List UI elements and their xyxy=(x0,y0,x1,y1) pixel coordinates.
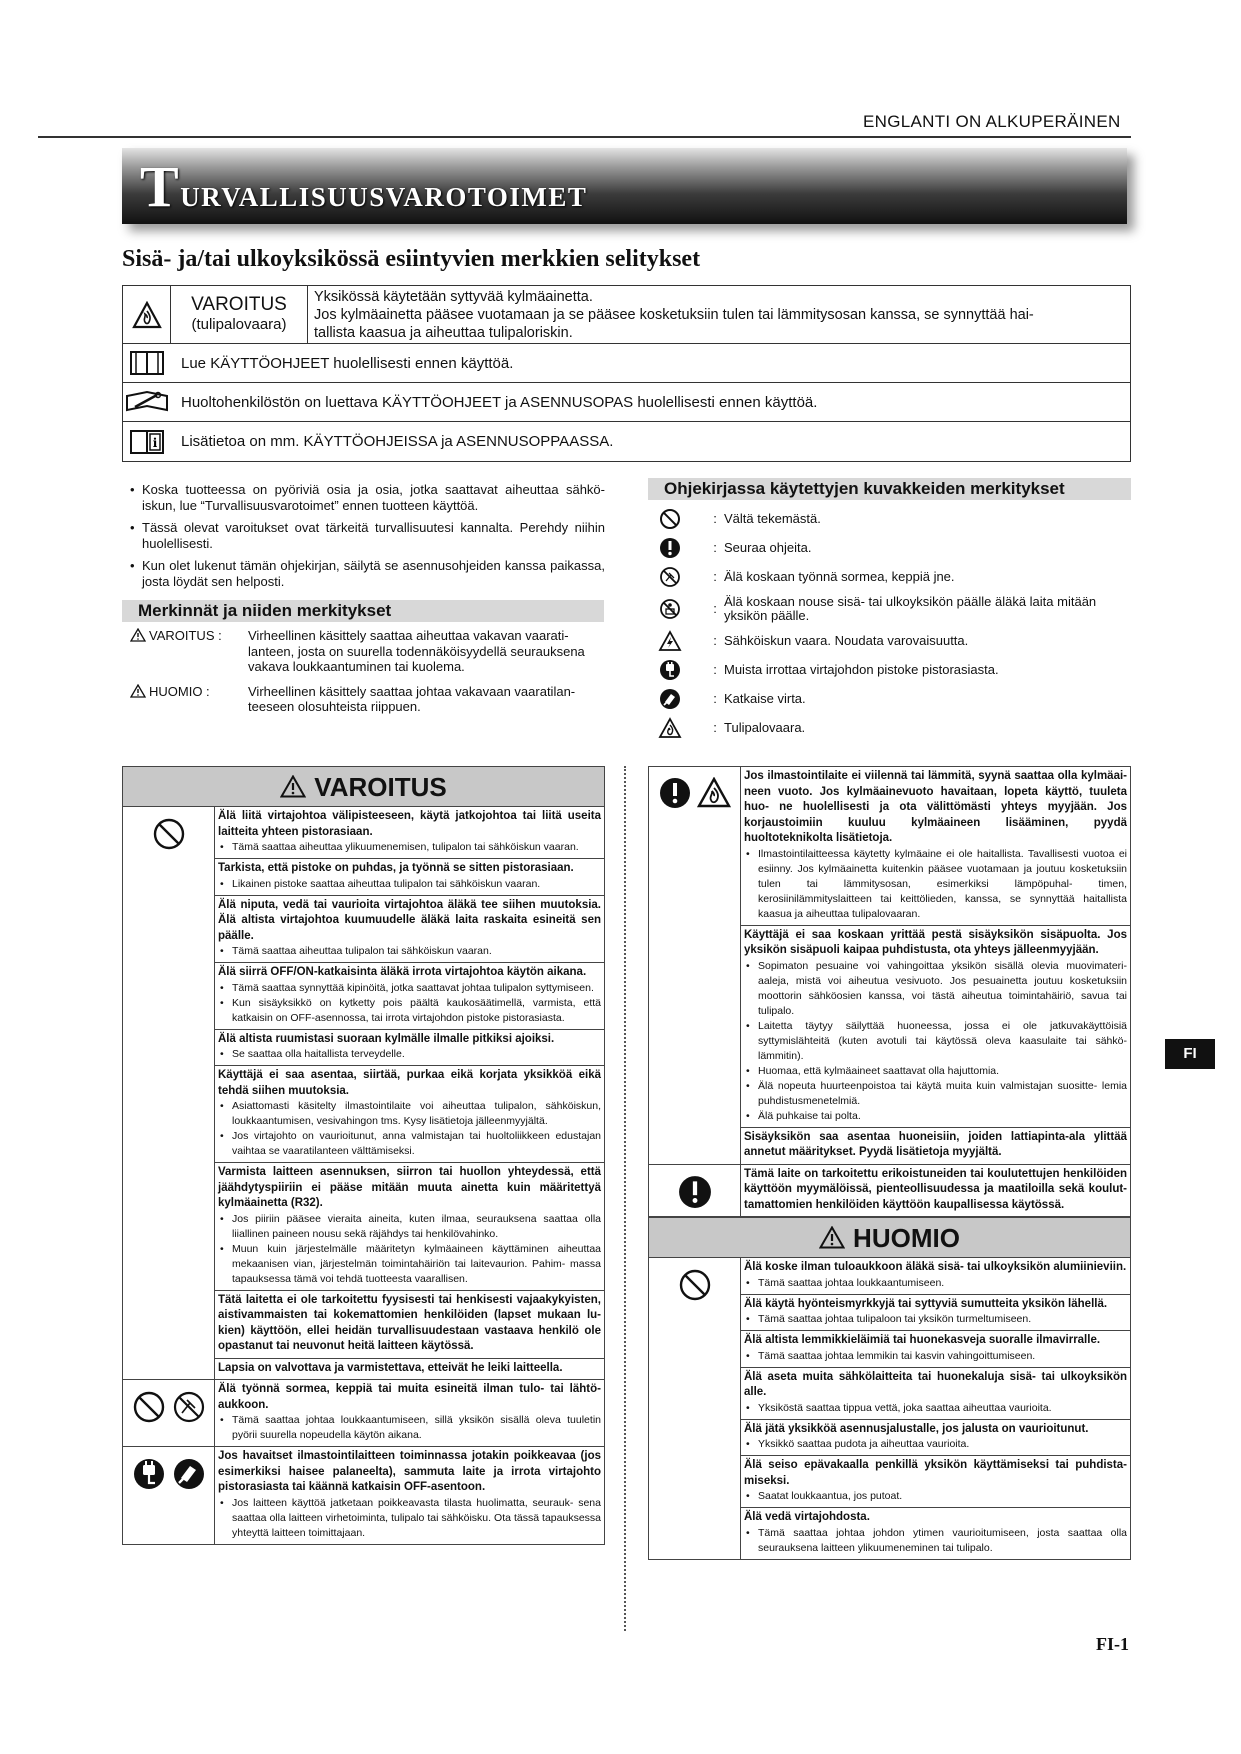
safety-item xyxy=(215,1163,604,1291)
marks-table xyxy=(122,285,1131,462)
safety-item-bullets xyxy=(744,1489,1127,1504)
mandatory-icon xyxy=(656,537,684,559)
safety-item xyxy=(215,1380,604,1446)
icon-meaning-row: : Vältä tekemästä. xyxy=(656,508,1136,530)
no-step-icon xyxy=(656,598,684,620)
warning-group xyxy=(123,807,604,1380)
icon-meaning-row: : Seuraa ohjeita. xyxy=(656,537,1136,559)
safety-item-heading: Älä jätä yksikköä asennusjalustalle, jos jalusta on vaurioitunut. xyxy=(744,1422,1089,1435)
no-finger-icon xyxy=(172,1390,206,1424)
warning-box xyxy=(122,766,605,1545)
safety-item-bullets xyxy=(218,1496,601,1541)
title-rest: URVALLISUUSVAROTOIMET xyxy=(180,182,588,212)
safety-item-bullet: • Sopimaton pesuaine voi vahingoittaa yksikön sisällä olevia muovimateri- aaleja, mistä voi aiheutua vesivuoto. Jos pesuainetta joutuu kosketuksiin moottorin sähköosien kanssa, voi tästä aiheutua toimintahäiriö, savua tai tulipalo. xyxy=(744,959,1127,1019)
safety-item xyxy=(215,1066,604,1163)
warning-group-items xyxy=(215,1380,604,1446)
warning-description xyxy=(308,288,1044,342)
safety-item-bullet: • Yksiköstä saattaa tippua vettä, joka saattaa aiheuttaa vaurioita. xyxy=(744,1401,1127,1416)
icon-meaning-text: Seuraa ohjeita. xyxy=(724,540,812,555)
safety-item-bullets xyxy=(744,1526,1127,1556)
prohibited-icon xyxy=(152,817,186,851)
safety-item-bullet: • Tämä saattaa johtaa loukkaantumiseen, sillä yksikön sisällä oleva tuuletin pyörii suurella nopeudella käytön aikana. xyxy=(218,1413,601,1443)
icon-meaning-text: Vältä tekemästä. xyxy=(724,511,821,526)
no-finger-icon xyxy=(656,566,684,588)
fire-warning-icon xyxy=(123,286,171,343)
safety-item-bullet: • Yksikkö saattaa pudota ja aiheuttaa vaurioita. xyxy=(744,1437,1127,1452)
safety-item-heading: Älä seiso epävakaalla penkillä yksikön käyttämiseksi tai puhdista- miseksi. xyxy=(744,1459,1127,1487)
safety-item-heading: Älä siirrä OFF/ON-katkaisinta äläkä irrota virtajohtoa käytön aikana. xyxy=(218,966,587,978)
icon-meaning-row: : Älä koskaan nouse sisä- tai ulkoyksikön päälle äläkä laita mitään yksikön päälle. xyxy=(656,595,1136,623)
safety-item-bullet: • Saatat loukkaantua, jos putoat. xyxy=(744,1489,1127,1504)
warning-line: Jos kylmäainetta pääsee vuotamaan ja se pääsee kosketuksiin tulen tai lämmitysosan kanssa, se synnyttää hai- xyxy=(314,306,1034,323)
safety-item-bullets xyxy=(744,1437,1127,1452)
warning-triangle-icon xyxy=(280,775,306,798)
safety-item xyxy=(741,1368,1130,1420)
icon-meaning-text: Älä koskaan nouse sisä- tai ulkoyksikön päälle äläkä laita mitään yksikön päälle. xyxy=(724,594,1097,623)
safety-item xyxy=(741,1258,1130,1295)
header-divider xyxy=(38,136,1131,138)
warning-group-items xyxy=(741,767,1130,1164)
warning-group xyxy=(123,1447,604,1544)
title-initial: T xyxy=(140,154,181,219)
safety-item-heading: Älä työnnä sormea, keppiä tai muita esineitä ilman tulo- tai lähtö- aukkoon. xyxy=(218,1383,601,1411)
warning-label-cell xyxy=(171,286,308,343)
marks-row-text: Huoltohenkilöstön on luettava KÄYTTÖOHJEET ja ASENNUSOPAS huolellisesti ennen käyttöä. xyxy=(181,393,818,411)
meaning-key: HUOMIO : xyxy=(149,683,210,699)
safety-item-heading: Älä niputa, vedä tai vaurioita virtajohtoa äläkä tee siihen muutoksia. Älä altista virtajohtoa kuumuudelle äläkä laita raskaita esineitä sen päälle. xyxy=(218,898,601,942)
icon-meaning-row: : Katkaise virta. xyxy=(656,688,1136,710)
safety-item-bullet: • Älä puhkaise tai polta. xyxy=(744,1109,1127,1124)
safety-item-bullets xyxy=(744,1276,1127,1291)
warning-triangle-icon xyxy=(130,628,146,642)
warning-group-items xyxy=(215,807,604,1379)
caution-group xyxy=(649,1258,1130,1559)
page-title xyxy=(140,154,588,219)
safety-item-heading: Lapsia on valvottava ja varmistettava, etteivät he leiki laitteella. xyxy=(218,1361,563,1374)
warning-sublabel: (tulipalovaara) xyxy=(191,316,287,333)
safety-item-heading: Käyttäjä ei saa asentaa, siirtää, purkaa eikä korjata yksikköä eikä tehdä siihen muutoksia. xyxy=(218,1069,601,1097)
safety-item xyxy=(741,767,1130,926)
power-off-icon xyxy=(656,688,684,710)
safety-item-heading: Älä altista ruumistasi suoraan kylmälle ilmalle pitkiksi ajoiksi. xyxy=(218,1032,555,1045)
prohibited-icon xyxy=(132,1390,166,1424)
safety-item-bullet: • Tämä saattaa johtaa loukkaantumiseen. xyxy=(744,1276,1127,1291)
safety-item-bullet: • Likainen pistoke saattaa aiheuttaa tulipalon tai sähköiskun vaaran. xyxy=(218,877,601,892)
safety-item-bullets xyxy=(218,981,601,1026)
safety-item-heading: Jos ilmastointilaite ei viilennä tai lämmitä, syynä saattaa olla kylmäai- neen vuoto. Jos kylmäainevuoto havaitaan, lopeta käyttö, tuuleta huo- ne huolellisesti ja ota välittömästi yhteys myyjään. Jos korjaustoimiin kuuluu kylmäaineen lisääminen, pyydä huoltoteknikolta lisätietoja. xyxy=(744,770,1127,844)
warning-group-items xyxy=(741,1165,1130,1217)
safety-item-bullet: • Ilmastointilaitteessa käytetty kylmäaine ei ole haitallista. Tavallisesti vuotoa ei esiinny. Jos kylmäainetta kuitenkin pääsee vuotamaan ja joutuu kosketuksiin tulen tai lämmitysosan, esimerkiksi lämpöpuhal- timen, kerosiinilämmityslaitteen tai keittölieden, kanssa, se synnyttää haitallista kaasua ja aiheuttaa tulipalovaaran. xyxy=(744,847,1127,922)
safety-item-bullet: • Jos laitteen käyttöä jatketaan poikkeavasta tilasta huolimatta, seurauk- sena saattaa olla laitteen virhetoiminta, tulipalo tai sähköisku. Ota tässä tapauksessa yhteyttä laitteen toimittajaan. xyxy=(218,1496,601,1541)
electric-shock-icon xyxy=(656,630,684,652)
safety-item-heading: Tarkista, että pistoke on puhdas, ja työnnä se sitten pistorasiaan. xyxy=(218,862,574,874)
prohibited-icon xyxy=(678,1268,712,1302)
warning-group xyxy=(649,1165,1130,1218)
fire-hazard-icon xyxy=(656,717,684,739)
icon-meaning-row: : Sähköiskun vaara. Noudata varovaisuutta. xyxy=(656,630,1136,652)
marks-row-read-manual xyxy=(123,344,1130,383)
icon-meaning-text: Sähköiskun vaara. Noudata varovaisuutta. xyxy=(724,633,969,648)
safety-item-bullets xyxy=(218,877,601,892)
safety-item xyxy=(741,1128,1130,1164)
caution-triangle-icon xyxy=(130,684,146,698)
safety-item-bullets xyxy=(744,1349,1127,1364)
warning-group xyxy=(123,1380,604,1447)
marks-section-title: Sisä- ja/tai ulkoyksikössä esiintyvien merkkien selitykset xyxy=(122,246,701,272)
icon-meaning-row: : Muista irrottaa virtajohdon pistoke pistorasiasta. xyxy=(656,659,1136,681)
safety-item-bullets xyxy=(218,840,601,855)
safety-item-bullets xyxy=(218,1413,601,1443)
fire-hazard-icon xyxy=(697,777,731,809)
safety-item xyxy=(741,1165,1130,1217)
manual-wrench-icon xyxy=(123,390,171,414)
icon-meanings-list xyxy=(656,508,1136,746)
warning-line: Yksikössä käytetään syttyvää kylmäainetta. xyxy=(314,288,593,305)
safety-item-heading: Älä aseta muita sähkölaitteita tai huonekaluja sisä- tai ulkoyksikön alle. xyxy=(744,1370,1127,1398)
marks-row-text: Lue KÄYTTÖOHJEET huolellisesti ennen käyttöä. xyxy=(181,354,514,372)
warning-group-items xyxy=(215,1447,604,1544)
safety-item-bullet: • Huomaa, että kylmäaineet saattavat olla hajuttomia. xyxy=(744,1064,1127,1079)
caution-box-header xyxy=(649,1218,1130,1258)
safety-item-bullets xyxy=(218,944,601,959)
safety-item-bullet: • Jos virtajohto on vaurioitunut, anna valmistajan tai huoltoliikkeen edustajan vaihtaa se vaaratilanteen välttämiseksi. xyxy=(218,1129,601,1159)
power-off-icon xyxy=(172,1457,206,1491)
safety-item-heading: Älä käytä hyönteismyrkkyjä tai syttyviä sumutteita yksikön lähellä. xyxy=(744,1297,1108,1310)
open-book-icon xyxy=(123,349,171,377)
safety-item-bullet: • Se saattaa olla haitallista terveydelle. xyxy=(218,1047,601,1062)
safety-item-bullets xyxy=(744,847,1127,922)
icon-meaning-text: Tulipalovaara. xyxy=(724,720,806,735)
safety-item xyxy=(741,926,1130,1128)
safety-item xyxy=(215,1359,604,1380)
safety-item-heading: Tätä laitetta ei ole tarkoitettu fyysisesti tai henkisesti vajaakykyisten, aistivammaisten tai kokemattomien henkilöiden (lapset mukaan lu- kien) käyttöön, ellei heidän turvallisuudestaan vastaava henkilö ole opastanut tai neuvonut heitä laitteen käytössä. xyxy=(218,1293,601,1352)
icon-meaning-row: : Älä koskaan työnnä sormea, keppiä jne. xyxy=(656,566,1136,588)
safety-item-bullet: • Tämä saattaa johtaa tulipaloon tai yksikön turmeltumiseen. xyxy=(744,1312,1127,1327)
warning-group xyxy=(649,767,1130,1165)
safety-item-heading: Älä koske ilman tuloaukkoon äläkä sisä- tai ulkoyksikön alumiinieviin. xyxy=(744,1261,1127,1273)
warning-box-title: VAROITUS xyxy=(314,771,447,802)
safety-item-bullet: • Älä nopeuta huurteenpoistoa tai käytä muita kuin valmistajan suositte- lemia puhdistusmenetelmiä. xyxy=(744,1079,1127,1109)
safety-item-bullet: • Tämä saattaa aiheuttaa ylikuumenemisen, tulipalon tai sähköiskun vaaran. xyxy=(218,840,601,855)
safety-item xyxy=(741,1295,1130,1332)
meaning-text: Virheellinen käsittely saattaa aiheuttaa vakavan vaarati- lanteen, josta on suurella todennäköisyydellä seurauksena vakava loukkaantuminen tai kuolema. xyxy=(248,628,585,674)
marks-row-warning xyxy=(123,286,1130,344)
safety-item-bullet: • Kun sisäyksikkö on kytketty pois päältä kaukosäätimellä, varmista, että katkaisin on OFF-asennossa, tai irrota virtajohdon pistoke pistorasiasta. xyxy=(218,996,601,1026)
safety-item-bullet: • Asiattomasti käsitelty ilmastointilaite voi aiheuttaa tulipalon, sähköiskun, loukkaantumisen, vesivahingon tms. Kysy lisätietoja jälleenmyyjältä. xyxy=(218,1099,601,1129)
language-tab: FI xyxy=(1165,1039,1215,1069)
safety-item xyxy=(741,1331,1130,1368)
intro-list xyxy=(128,482,605,596)
warning-line: tallista kaasua ja aiheuttaa tulipaloriskin. xyxy=(314,324,573,341)
meaning-text: Virheellinen käsittely saattaa johtaa vakavaan vaaratilan- teeseen olosuhteista riippuen. xyxy=(248,683,576,714)
prohibited-icon xyxy=(656,508,684,530)
safety-item xyxy=(741,1456,1130,1508)
safety-item-bullet: • Laitetta täytyy säilyttää huoneessa, jossa ei ole jatkuvakäyttöisiä syttymislähteitä (kuten avotuli tai käytössä oleva kaasulaite tai sähkö- lämmitin). xyxy=(744,1019,1127,1064)
caution-group-items xyxy=(741,1258,1130,1559)
caution-box xyxy=(649,1217,1130,1559)
safety-item-bullets xyxy=(218,1212,601,1287)
safety-item-heading: Älä liitä virtajohtoa välipisteeseen, käytä jatkojohtoa tai liitä useita laitteita yhteen pistorasiaan. xyxy=(218,810,601,838)
safety-item-bullet: • Jos piiriin pääsee vieraita aineita, kuten ilmaa, seurauksena saattaa olla liiallinen paineen nousu sekä räjähdys tai henkilövahinko. xyxy=(218,1212,601,1242)
marks-row-service-manual xyxy=(123,383,1130,422)
safety-item xyxy=(215,963,604,1030)
column-separator xyxy=(624,766,626,1631)
safety-item-heading: Käyttäjä ei saa koskaan yrittää pestä sisäyksikön sisäpuolta. Jos yksikön sisäpuoli kaipaa puhdistusta, ota yhteys jälleenmyyjään. xyxy=(744,928,1127,956)
safety-item-bullet: • Tämä saattaa johtaa lemmikin tai kasvin vahingoittumiseen. xyxy=(744,1349,1127,1364)
safety-item-bullets xyxy=(218,1099,601,1159)
meaning-row xyxy=(130,684,610,715)
safety-item-heading: Jos havaitset ilmastointilaitteen toiminnassa jotakin poikkeavaa (jos esimerkiksi haisee palaneelta), sammuta laite ja irrota virtajohto pistorasiasta tai käännä katkaisin OFF-asentoon. xyxy=(218,1450,601,1493)
meaning-row xyxy=(130,628,610,675)
marks-row-text: Lisätietoa on mm. KÄYTTÖOHJEISSA ja ASENNUSOPPAASSA. xyxy=(181,433,614,450)
warning-label: VAROITUS xyxy=(191,294,287,315)
icon-meaning-text: Muista irrottaa virtajohdon pistoke pistorasiasta. xyxy=(724,662,999,677)
original-language-note: ENGLANTI ON ALKUPERÄINEN xyxy=(863,112,1121,131)
safety-item xyxy=(215,807,604,859)
page-number: FI-1 xyxy=(1096,1634,1129,1654)
caution-box-title: HUOMIO xyxy=(853,1222,960,1253)
icon-meaning-text: Katkaise virta. xyxy=(724,691,806,706)
caution-triangle-icon xyxy=(819,1226,845,1249)
safety-item-bullet: • Tämä saattaa johtaa johdon ytimen vaurioitumiseen, josta saattaa olla seurauksena laitteen ylikuumeneminen tai tulipalo. xyxy=(744,1526,1127,1556)
icon-meanings-title: Ohjekirjassa käytettyjen kuvakkeiden merkitykset xyxy=(648,478,1131,500)
safety-item xyxy=(215,1030,604,1067)
safety-item-heading: Varmista laitteen asennuksen, siirron tai huollon yhteydessä, että jäähdytyspiiriin ei pääse mitään muuta ainetta kuin määritettyä kylmäainetta (R32). xyxy=(218,1166,601,1209)
intro-item: • Koska tuotteessa on pyöriviä osia ja osia, jotka saattavat aiheuttaa sähkö- iskun, lue “Turvallisuusvarotoimet” ennen tuotteen käyttöä. xyxy=(128,482,605,514)
safety-item-heading: Älä vedä virtajohdosta. xyxy=(744,1511,870,1523)
mandatory-icon xyxy=(659,777,691,809)
safety-item xyxy=(215,1291,604,1359)
warning-box-header xyxy=(123,767,604,807)
safety-item-bullets xyxy=(218,1047,601,1062)
icon-meaning-text: Älä koskaan työnnä sormea, keppiä jne. xyxy=(724,569,955,584)
safety-item-heading: Älä altista lemmikkieläimiä tai huonekasveja suoralle ilmavirralle. xyxy=(744,1334,1101,1346)
info-book-icon xyxy=(123,428,171,456)
safety-item-bullet: • Tämä saattaa synnyttää kipinöitä, jotka saattavat johtaa tulipalon syttymiseen. xyxy=(218,981,601,996)
marks-row-info xyxy=(123,422,1130,461)
unplug-icon xyxy=(132,1457,166,1491)
safety-item-bullet: • Muun kuin järjestelmälle määritetyn kylmäaineen käyttäminen aiheuttaa mekaanisen vian, järjestelmän toimintahäiriön tai laitevaurion. Pahim- massa tapauksessa tämä voi tehdä tuotteesta vaarallisen. xyxy=(218,1242,601,1287)
meanings-title: Merkinnät ja niiden merkitykset xyxy=(122,600,604,622)
safety-item-bullets xyxy=(744,1401,1127,1416)
right-warning-box xyxy=(648,766,1131,1560)
safety-item-heading: Sisäyksikön saa asentaa huoneisiin, joiden lattiapinta-ala ylittää annetut määritykset. Pyydä lisätietoja myyjältä. xyxy=(744,1130,1127,1158)
intro-item: • Kun olet lukenut tämän ohjekirjan, säilytä se asennusohjeiden kanssa paikassa, josta löydät sen helposti. xyxy=(128,558,605,590)
safety-item xyxy=(741,1508,1130,1559)
safety-item xyxy=(215,1447,604,1544)
safety-item xyxy=(215,859,604,896)
safety-item-heading: Tämä laite on tarkoitettu erikoistuneiden tai koulutettujen henkilöiden käyttöön myymälöissä, pienteollisuudessa ja maatiloilla sekä koulut- tamattomien henkilöiden käyttöön kaupallisessa käytössä. xyxy=(744,1167,1127,1211)
safety-item xyxy=(741,1420,1130,1457)
svg-text:i: i xyxy=(152,435,158,450)
meaning-key: VAROITUS : xyxy=(149,628,222,643)
safety-item xyxy=(215,896,604,964)
unplug-icon xyxy=(656,659,684,681)
safety-item-bullets xyxy=(744,1312,1127,1327)
icon-meaning-row: : Tulipalovaara. xyxy=(656,717,1136,739)
safety-item-bullet: • Tämä saattaa aiheuttaa tulipalon tai sähköiskun vaaran. xyxy=(218,944,601,959)
safety-item-bullets xyxy=(744,959,1127,1124)
intro-item: • Tässä olevat varoitukset ovat tärkeitä turvallisuutesi kannalta. Perehdy niihin huolellisesti. xyxy=(128,520,605,552)
meanings-list xyxy=(130,628,610,724)
mandatory-icon xyxy=(678,1175,712,1209)
